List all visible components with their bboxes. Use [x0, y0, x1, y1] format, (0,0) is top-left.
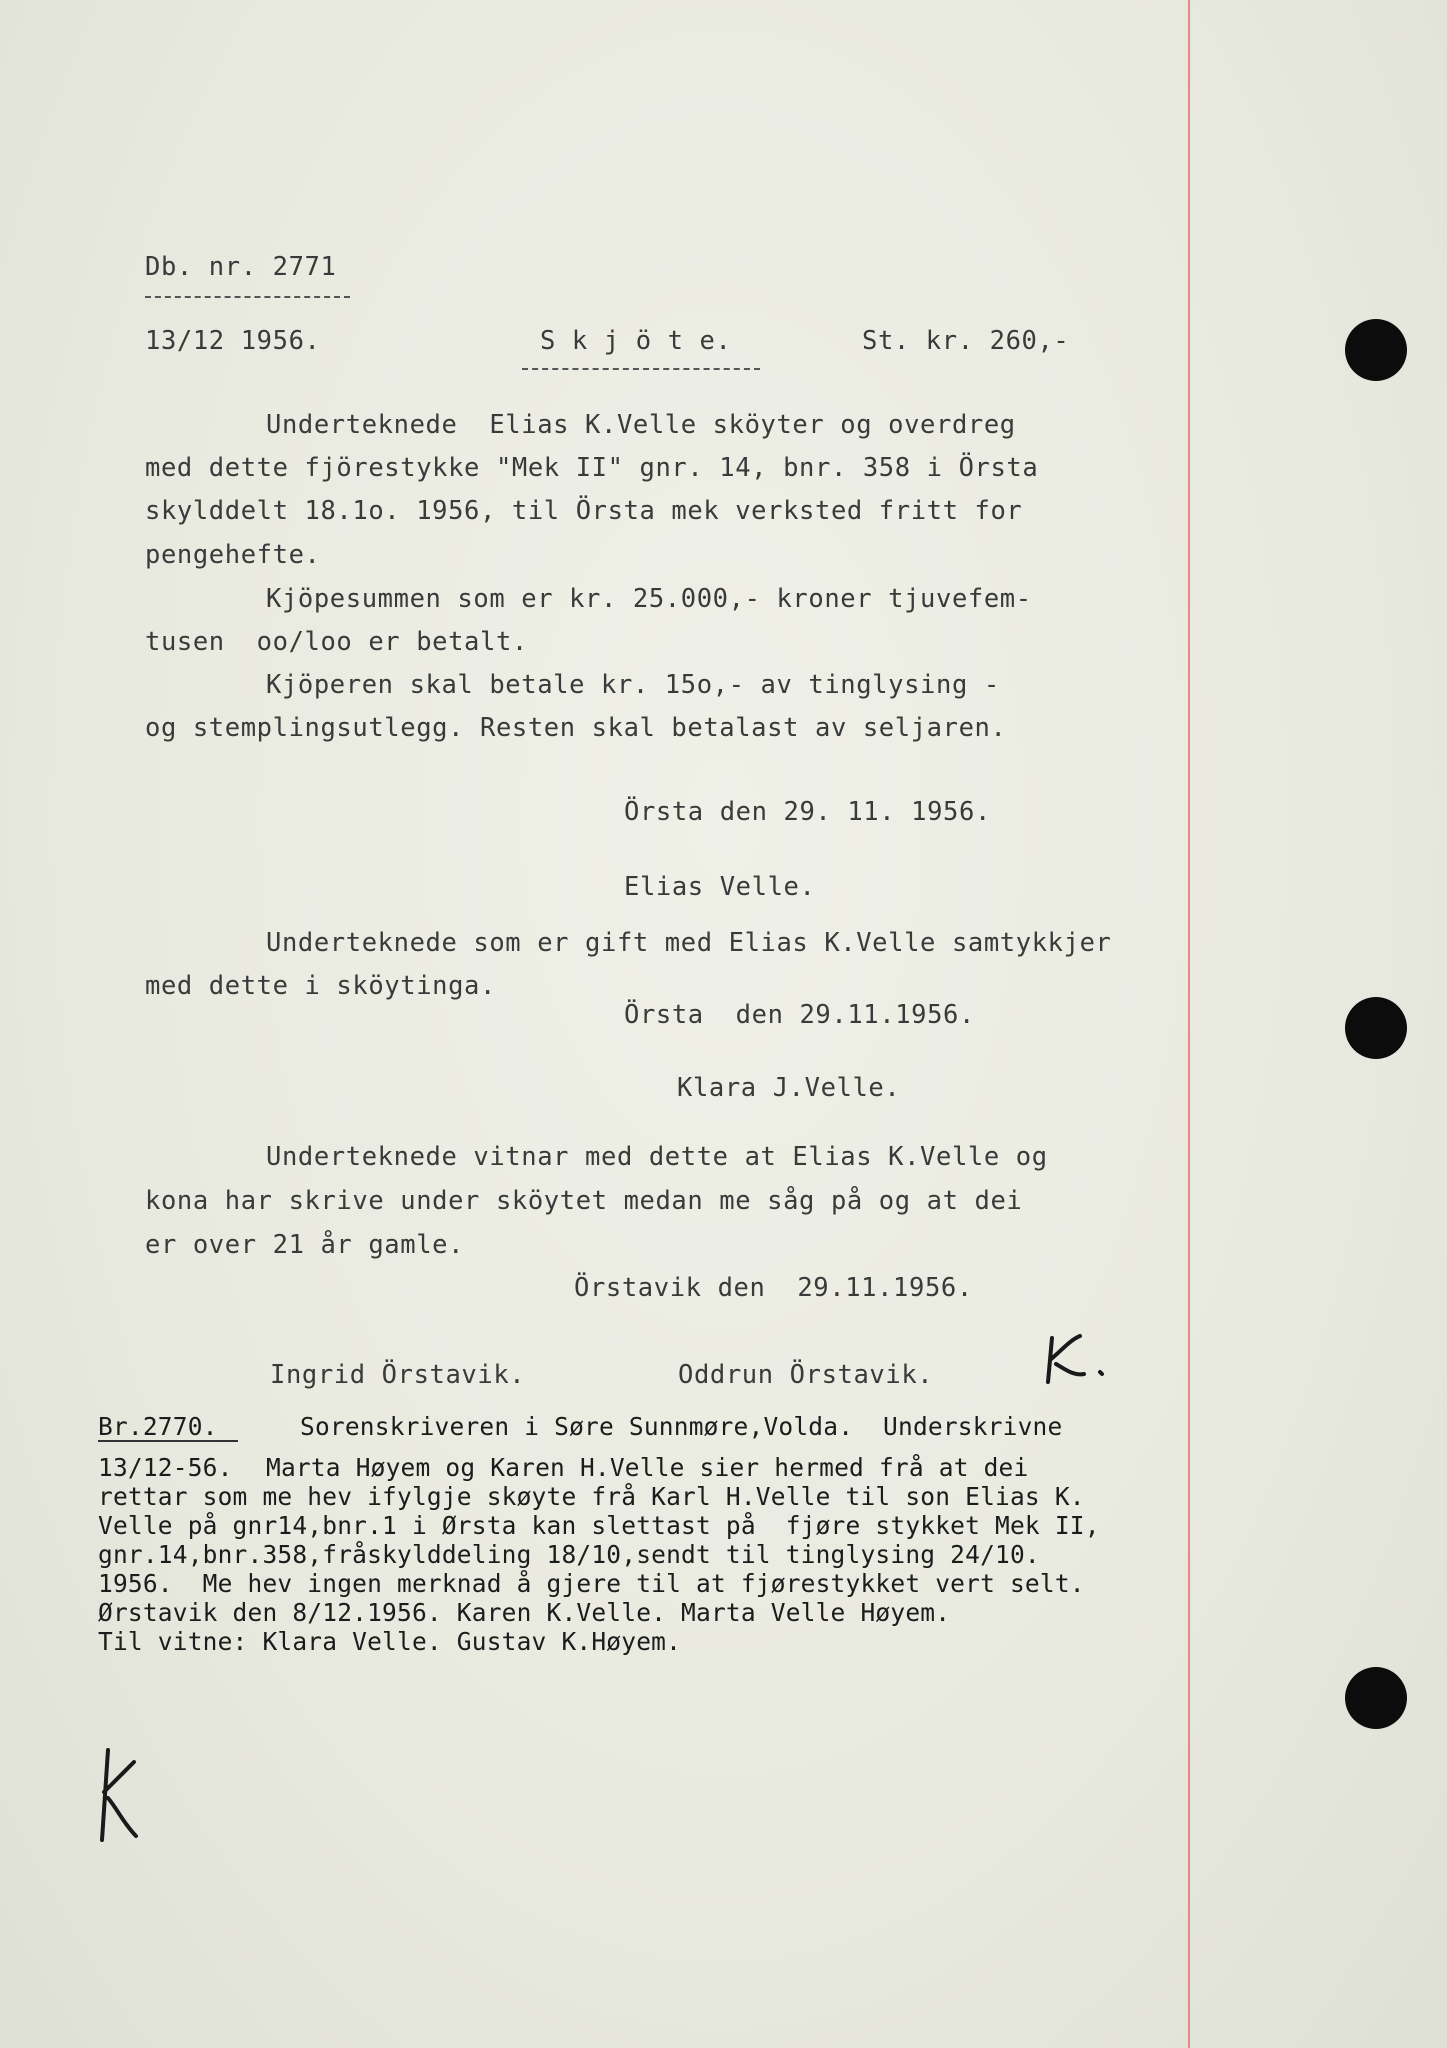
signer-name: Klara J.Velle.	[677, 1073, 901, 1103]
consent-line: med dette i sköytinga.	[145, 971, 496, 1001]
punch-hole-icon	[1345, 1667, 1407, 1729]
deed-line: Kjöperen skal betale kr. 15o,- av tinglysing -	[266, 670, 1000, 700]
entry2-line: 1956. Me hev ingen merknad å gjere til at fjørestykket vert selt.	[98, 1569, 1085, 1598]
entry2-date: 13/12-56.	[98, 1453, 233, 1482]
witness-line: kona har skrive under sköytet medan me såg på og at dei	[145, 1186, 1023, 1216]
divider	[145, 296, 350, 298]
br-number: Br.2770.	[98, 1412, 218, 1441]
deed-line: og stemplingsutlegg. Resten skal betalast av seljaren.	[145, 713, 1007, 743]
divider	[522, 368, 760, 370]
underline	[98, 1440, 238, 1442]
deed-line: skylddelt 18.1o. 1956, til Örsta mek verksted fritt for	[145, 496, 1023, 526]
place-date: Örstavik den 29.11.1956.	[574, 1273, 973, 1303]
punch-hole-icon	[1345, 319, 1407, 381]
witness-name: Ingrid Örstavik.	[270, 1360, 526, 1390]
deed-line: med dette fjörestykke "Mek II" gnr. 14, bnr. 358 i Örsta	[145, 453, 1039, 483]
entry2-line: Ørstavik den 8/12.1956. Karen K.Velle. Marta Velle Høyem.	[98, 1598, 951, 1627]
entry-date: 13/12 1956.	[145, 326, 321, 356]
entry2-line: rettar som me hev ifylgje skøyte frå Karl H.Velle til son Elias K.	[98, 1482, 1085, 1511]
consent-line: Underteknede som er gift med Elias K.Velle samtykkjer	[266, 928, 1112, 958]
deed-line: Underteknede Elias K.Velle sköyter og overdreg	[266, 410, 1016, 440]
entry2-line: gnr.14,bnr.358,fråskylddeling 18/10,sendt til tinglysing 24/10.	[98, 1540, 1040, 1569]
witness-line: Underteknede vitnar med dette at Elias K.Velle og	[266, 1142, 1048, 1172]
db-number: Db. nr. 2771	[145, 252, 337, 282]
entry2-line: Til vitne: Klara Velle. Gustav K.Høyem.	[98, 1627, 682, 1656]
entry2-line: Sorenskriveren i Søre Sunnmøre,Volda. Underskrivne	[300, 1412, 1063, 1441]
entry2-line: Marta Høyem og Karen H.Velle sier hermed frå at dei	[266, 1453, 1029, 1482]
document-title: S k j ö t e.	[540, 326, 732, 356]
place-date: Örsta den 29.11.1956.	[624, 1000, 975, 1030]
place-date: Örsta den 29. 11. 1956.	[624, 797, 991, 827]
margin-line	[1188, 0, 1190, 2048]
handwritten-initials-icon	[1040, 1330, 1130, 1390]
deed-line: pengehefte.	[145, 540, 321, 570]
handwritten-initials-icon	[90, 1740, 160, 1850]
witness-line: er over 21 år gamle.	[145, 1230, 465, 1260]
deed-line: Kjöpesummen som er kr. 25.000,- kroner tjuvefem-	[266, 584, 1032, 614]
stamp-fee: St. kr. 260,-	[862, 326, 1070, 356]
punch-hole-icon	[1345, 997, 1407, 1059]
deed-line: tusen oo/loo er betalt.	[145, 627, 528, 657]
witness-name: Oddrun Örstavik.	[678, 1360, 934, 1390]
entry2-line: Velle på gnr14,bnr.1 i Ørsta kan slettast på fjøre stykket Mek II,	[98, 1511, 1100, 1540]
signer-name: Elias Velle.	[624, 872, 816, 902]
